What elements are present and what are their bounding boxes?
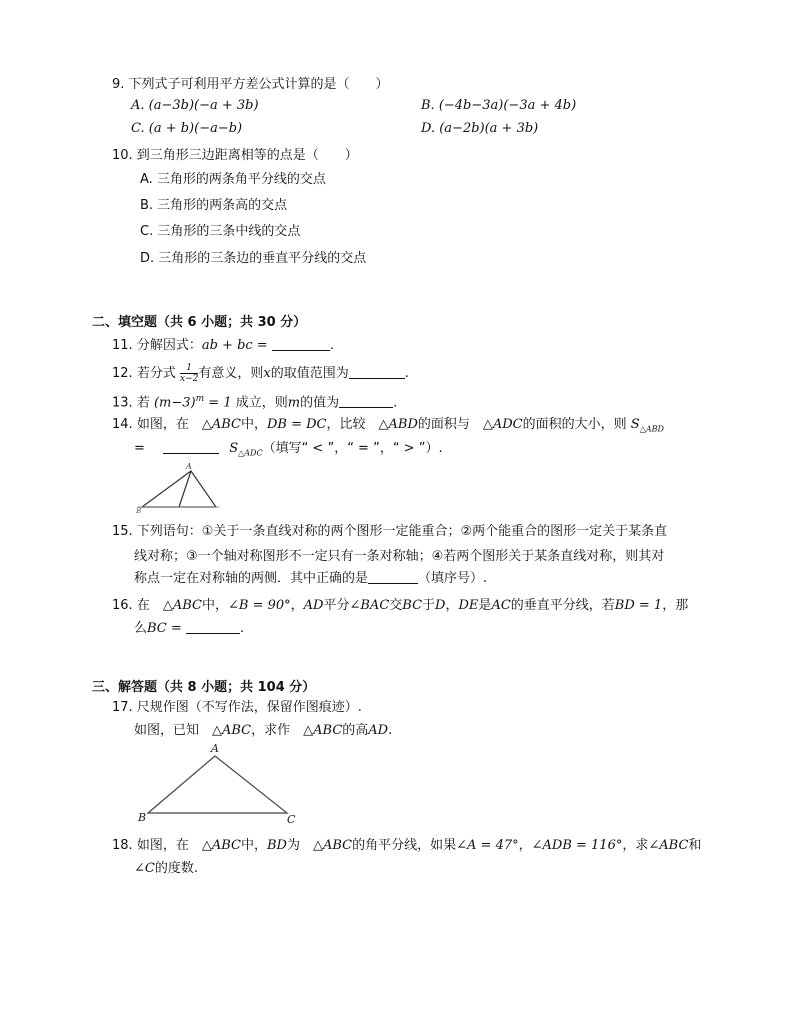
q12-fraction-numerator: 1 xyxy=(180,363,198,374)
q16-text-c: ， xyxy=(290,598,304,613)
q13-exponent: m xyxy=(195,394,205,404)
q11-text: 分解因式： xyxy=(136,338,202,353)
q18-text-e: ， xyxy=(518,838,532,853)
q13-answer-blank[interactable] xyxy=(339,395,393,408)
q16-text-h: 是 xyxy=(478,598,492,613)
q18-text-g: 和 xyxy=(688,838,702,853)
q9-option-b: B. (−4b−3a)(−3a + 4b) xyxy=(421,98,577,113)
q17-abc-2: ABC xyxy=(313,723,343,738)
q15-text-b: （填序号）. xyxy=(418,571,488,586)
q13-expr2: = 1 xyxy=(204,395,232,411)
q18-text-d: 的角平分线，如果 xyxy=(352,838,457,853)
q14-hint: （填写“ < ”，“ = ”，“ > ”）. xyxy=(262,441,443,456)
q17-text-b: ，求作 △ xyxy=(251,723,314,738)
q18-line-2 xyxy=(134,860,198,878)
q14-equals: = xyxy=(134,441,145,456)
q15-line-1: 15. 下列语句：①关于一条直线对称的两个图形一定能重合；②两个能重合的图形一定关于某条直 xyxy=(112,524,668,539)
q14-label-a: A xyxy=(186,462,192,471)
q9-option-d: D. (a−2b)(a + 3b) xyxy=(421,121,539,136)
q16-text-j: ，那 xyxy=(662,598,689,613)
q14-db-dc: DB = DC xyxy=(266,417,327,432)
q18-abc-2: ABC xyxy=(322,838,353,853)
q17-end: . xyxy=(388,723,393,738)
q14-line-2 xyxy=(134,440,443,463)
q18-text-b: 中， xyxy=(240,838,267,853)
q13-var: m xyxy=(287,395,301,411)
q17-ad: AD xyxy=(368,723,389,738)
q18-bd: BD xyxy=(266,838,287,853)
q12-pre: 若分式 xyxy=(136,366,176,381)
q17-triangle-figure xyxy=(134,742,304,824)
q16-d: D xyxy=(435,598,446,613)
q16-line-2 xyxy=(134,620,244,638)
q17-label-b: B xyxy=(138,811,147,824)
q14-abd: ABD xyxy=(388,417,418,432)
q15-line-3 xyxy=(134,570,487,588)
q14-adc: ADC xyxy=(492,417,523,432)
q16-de: DE xyxy=(458,598,479,613)
q10-stem: 10. 到三角形三边距离相等的点是（ ） xyxy=(112,148,358,163)
q14-triangle-shape xyxy=(142,471,216,507)
q12-answer-blank[interactable] xyxy=(349,366,405,379)
q14-subscript-adc: △ADC xyxy=(238,448,263,458)
q18-text-c: 为 △ xyxy=(286,838,323,853)
q14-text-d: 的面积与 △ xyxy=(417,417,493,432)
q17-line-1: 17. 尺规作图（不写作法，保留作图痕迹）. xyxy=(112,700,362,715)
q17-triangle-abc xyxy=(148,756,287,813)
q16-text-d: 平分 xyxy=(323,598,350,613)
q16-angle-b: ∠B = 90° xyxy=(227,598,291,613)
q13-end: . xyxy=(393,395,398,411)
q10-option-d: D. 三角形的三条边的垂直平分线的交点 xyxy=(140,251,367,266)
q11-expr: ab + bc = xyxy=(201,338,268,353)
q16-answer-blank[interactable] xyxy=(186,621,240,634)
q16-num: 16. xyxy=(112,598,133,613)
q10-option-a: A. 三角形的两条角平分线的交点 xyxy=(140,172,326,187)
q13 xyxy=(112,390,397,412)
q18-text-h: 的度数. xyxy=(154,861,198,876)
q16-bc: BC xyxy=(402,598,423,613)
q14-median-ad xyxy=(179,471,191,507)
q16-line-1 xyxy=(112,597,688,615)
q15-line-2: 线对称；③一个轴对称图形不一定只有一条对称轴；④若两个图形关于某条直线对称，则其对 xyxy=(134,549,665,564)
q14-num: 14. xyxy=(112,417,133,432)
q18-text-a: 如图，在 △ xyxy=(136,838,212,853)
q12-mid: 有意义，则 xyxy=(198,366,264,381)
q12-fraction-denominator: x−2 xyxy=(179,374,199,384)
q12-post: 的取值范围为 xyxy=(270,366,349,381)
q10-option-c: C. 三角形的三条中线的交点 xyxy=(140,224,301,239)
q17-text-a: 如图，已知 △ xyxy=(134,723,222,738)
q16-end: . xyxy=(239,621,245,636)
q14-label-b: B xyxy=(136,507,142,513)
q17-abc: ABC xyxy=(222,723,252,738)
q18-abc: ABC xyxy=(211,838,241,853)
q13-expr: (m−3) xyxy=(153,395,196,411)
q16-text-g: ， xyxy=(445,598,459,613)
q16-ac: AC xyxy=(491,598,511,613)
q18-text-f: ，求 xyxy=(622,838,649,853)
q13-mid: 成立，则 xyxy=(235,395,288,411)
q18-angle-c: ∠C xyxy=(134,861,155,876)
q16-text-e: 交 xyxy=(389,598,403,613)
q11-num: 11. xyxy=(112,338,133,353)
q16-text-b: 中， xyxy=(201,598,228,613)
q9-option-a: A. (a−3b)(−a + 3b) xyxy=(131,98,259,113)
q16-ad: AD xyxy=(303,598,324,613)
q15-answer-blank[interactable] xyxy=(368,571,418,584)
q11-answer-blank[interactable] xyxy=(272,338,330,351)
q16-bac: ∠BAC xyxy=(349,598,390,613)
q17-text-c: 的高 xyxy=(342,723,369,738)
q16-bc-equals: BC = xyxy=(147,621,182,636)
q18-angle-adb: ∠ADB = 116° xyxy=(531,838,623,853)
q16-bd-equals-1: BD = 1 xyxy=(614,598,663,613)
q17-label-c: C xyxy=(287,813,296,824)
q15-text-a: 称点一定在对称轴的两侧．其中正确的是 xyxy=(134,571,369,586)
q16-text-f: 于 xyxy=(422,598,436,613)
q17-line-2 xyxy=(134,722,392,740)
q18-angle-a: ∠A = 47° xyxy=(456,838,519,853)
q10-option-b: B. 三角形的两条高的交点 xyxy=(140,198,288,213)
q12-fraction xyxy=(180,363,198,384)
q14-triangle-figure xyxy=(136,461,222,513)
q14-s-symbol-1: S xyxy=(630,417,640,432)
q18-line-1 xyxy=(112,837,701,855)
q11-end: . xyxy=(329,338,334,353)
q16-text-i: 的垂直平分线，若 xyxy=(510,598,615,613)
q18-num: 18. xyxy=(112,838,133,853)
q11 xyxy=(112,337,334,355)
q13-pre: 若 xyxy=(136,395,150,411)
q14-answer-blank[interactable] xyxy=(163,441,219,454)
q9-option-c: C. (a + b)(−a−b) xyxy=(131,121,243,136)
q13-num: 13. xyxy=(112,395,133,411)
q13-post: 的值为 xyxy=(300,395,340,411)
q16-abc: ABC xyxy=(172,598,202,613)
section-2-title: 二、填空题（共 6 小题；共 30 分） xyxy=(92,315,307,330)
q17-label-a: A xyxy=(211,742,219,755)
q12-num: 12. xyxy=(112,366,133,381)
q14-text-c: ，比较 △ xyxy=(326,417,389,432)
q14-abc: ABC xyxy=(211,417,241,432)
q14-subscript-abd: △ABD xyxy=(639,424,664,434)
q14-text-b: 中， xyxy=(240,417,267,432)
q12-var: x xyxy=(263,366,271,381)
section-3-title: 三、解答题（共 8 小题；共 104 分） xyxy=(92,680,316,695)
q14-text-e: 的面积的大小，则 xyxy=(522,417,627,432)
q18-angle-abc: ∠ABC xyxy=(648,838,689,853)
q12 xyxy=(112,363,409,385)
q12-end: . xyxy=(404,366,409,381)
q9-stem: 9. 下列式子可利用平方差公式计算的是（ ） xyxy=(112,77,389,92)
q14-line-1 xyxy=(112,416,664,439)
q14-s-symbol-2: S xyxy=(229,441,239,456)
q16-text-a: 在 △ xyxy=(136,598,173,613)
q14-text-a: 如图，在 △ xyxy=(136,417,212,432)
q16-text-k: 么 xyxy=(134,621,148,636)
